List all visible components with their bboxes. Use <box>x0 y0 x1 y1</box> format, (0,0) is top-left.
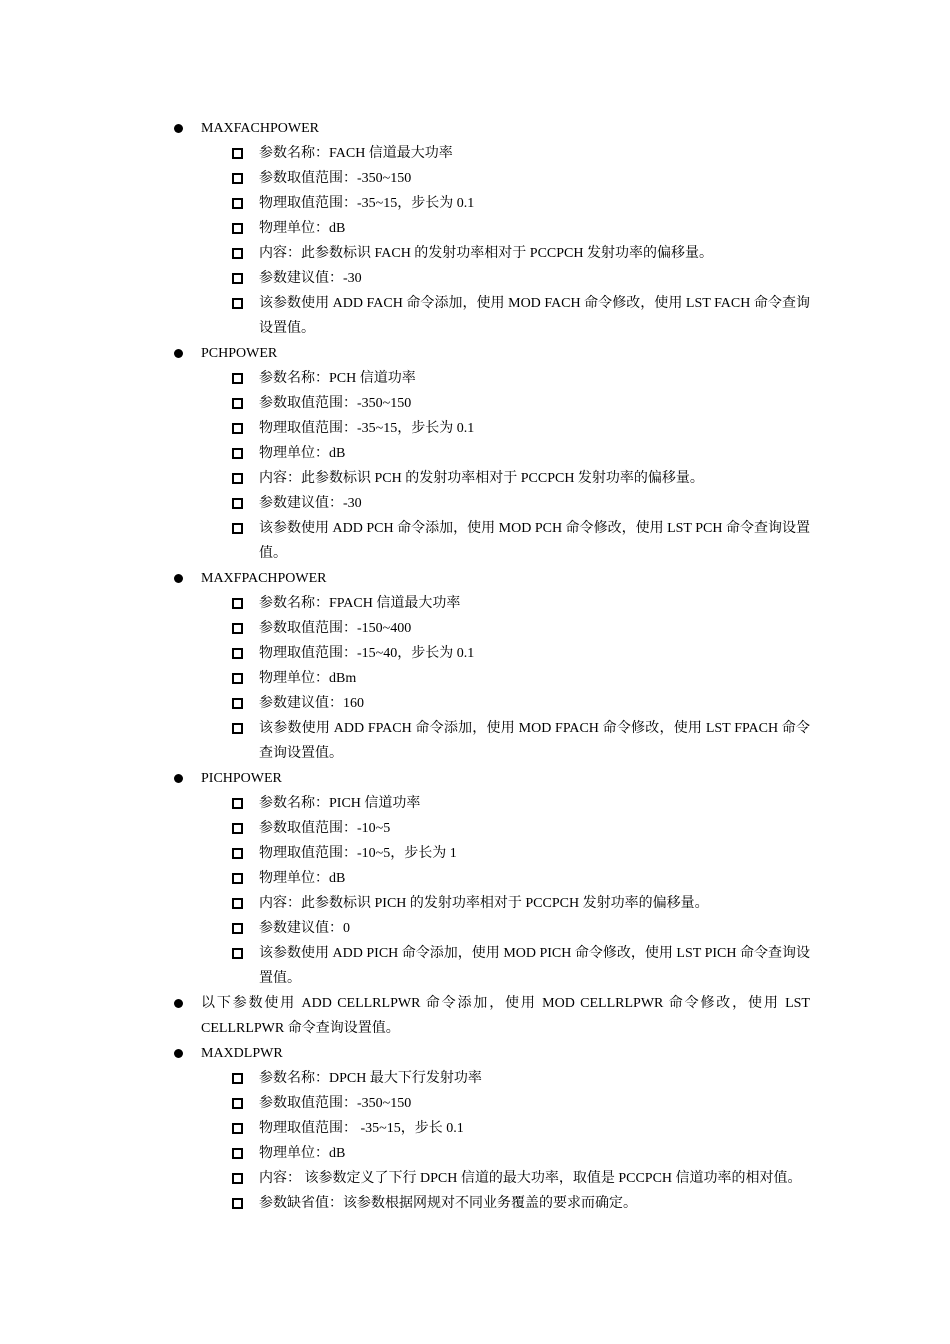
square-bullet-icon <box>232 723 243 734</box>
section-title: MAXDLPWR <box>201 1046 283 1061</box>
list-item <box>0 941 950 991</box>
list-item <box>0 866 950 891</box>
section-title: 以下参数使用 ADD CELLRLPWR 命令添加，使用 MOD CELLRLPWR 命令修改，使用 LST CELLRLPWR 命令查询设置值。 <box>201 996 810 1036</box>
square-bullet-icon <box>232 248 243 259</box>
list-item-text: 内容：此参数标识 PICH 的发射功率相对于 PCCPCH 发射功率的偏移量。 <box>259 896 709 911</box>
list-item <box>0 491 950 516</box>
square-bullet-icon <box>232 173 243 184</box>
square-bullet-icon <box>232 698 243 709</box>
section-heading <box>0 341 950 366</box>
square-bullet-icon <box>232 898 243 909</box>
round-bullet-icon <box>174 999 183 1008</box>
list-item <box>0 266 950 291</box>
square-bullet-icon <box>232 948 243 959</box>
list-item-text: 物理单位：dBm <box>259 671 357 686</box>
list-item-text: 内容： 该参数定义了下行 DPCH 信道的最大功率，取值是 PCCPCH 信道功率的相对值。 <box>259 1171 802 1186</box>
square-bullet-icon <box>232 373 243 384</box>
list-item <box>0 466 950 491</box>
list-item <box>0 591 950 616</box>
square-bullet-icon <box>232 198 243 209</box>
square-bullet-icon <box>232 598 243 609</box>
list-item-text: 参数建议值：160 <box>259 696 364 711</box>
square-bullet-icon <box>232 1173 243 1184</box>
list-item-text: 物理取值范围： -35~15，步长 0.1 <box>259 1121 464 1136</box>
list-item-text: 参数名称：FACH 信道最大功率 <box>259 146 453 161</box>
square-bullet-icon <box>232 273 243 284</box>
square-bullet-icon <box>232 523 243 534</box>
list-item-text: 该参数使用 ADD PICH 命令添加，使用 MOD PICH 命令修改，使用 LST PICH 命令查询设置值。 <box>259 946 810 986</box>
list-item <box>0 916 950 941</box>
list-item <box>0 616 950 641</box>
list-item-text: 物理取值范围：-35~15，步长为 0.1 <box>259 196 475 211</box>
list-item-text: 物理取值范围：-15~40，步长为 0.1 <box>259 646 475 661</box>
section-heading <box>0 116 950 141</box>
square-bullet-icon <box>232 423 243 434</box>
list-item-text: 参数缺省值：该参数根据网规对不同业务覆盖的要求而确定。 <box>259 1196 637 1211</box>
list-item <box>0 666 950 691</box>
square-bullet-icon <box>232 398 243 409</box>
list-item <box>0 416 950 441</box>
list-item <box>0 791 950 816</box>
section-title: PICHPOWER <box>201 771 282 786</box>
square-bullet-icon <box>232 623 243 634</box>
section-title: MAXFACHPOWER <box>201 121 319 136</box>
list-item <box>0 516 950 566</box>
list-item-text: 参数取值范围：-10~5 <box>259 821 391 836</box>
list-item-text: 该参数使用 ADD FPACH 命令添加，使用 MOD FPACH 命令修改，使用 LST FPACH 命令查询设置值。 <box>259 721 810 761</box>
round-bullet-icon <box>174 124 183 133</box>
list-item <box>0 291 950 341</box>
section-heading <box>0 991 950 1041</box>
list-item-text: 该参数使用 ADD FACH 命令添加，使用 MOD FACH 命令修改，使用 LST FACH 命令查询设置值。 <box>259 296 810 336</box>
list-item <box>0 391 950 416</box>
square-bullet-icon <box>232 1148 243 1159</box>
list-item <box>0 241 950 266</box>
list-item <box>0 366 950 391</box>
square-bullet-icon <box>232 298 243 309</box>
list-item-text: 参数取值范围：-350~150 <box>259 1096 412 1111</box>
list-item-text: 参数名称：FPACH 信道最大功率 <box>259 596 461 611</box>
list-item-text: 参数名称：PCH 信道功率 <box>259 371 416 386</box>
section-title: MAXFPACHPOWER <box>201 571 327 586</box>
square-bullet-icon <box>232 673 243 684</box>
round-bullet-icon <box>174 774 183 783</box>
list-item <box>0 1091 950 1116</box>
section-heading <box>0 766 950 791</box>
list-item <box>0 441 950 466</box>
square-bullet-icon <box>232 448 243 459</box>
square-bullet-icon <box>232 848 243 859</box>
list-item-text: 物理取值范围：-35~15，步长为 0.1 <box>259 421 475 436</box>
list-item-text: 参数取值范围：-150~400 <box>259 621 412 636</box>
list-item-text: 参数建议值：0 <box>259 921 350 936</box>
list-item-text: 内容：此参数标识 PCH 的发射功率相对于 PCCPCH 发射功率的偏移量。 <box>259 471 704 486</box>
document-body <box>0 116 950 1216</box>
square-bullet-icon <box>232 1098 243 1109</box>
round-bullet-icon <box>174 349 183 358</box>
list-item <box>0 641 950 666</box>
list-item <box>0 1066 950 1091</box>
list-item-text: 参数取值范围：-350~150 <box>259 171 412 186</box>
square-bullet-icon <box>232 148 243 159</box>
round-bullet-icon <box>174 1049 183 1058</box>
square-bullet-icon <box>232 498 243 509</box>
list-item-text: 物理单位：dB <box>259 446 346 461</box>
list-item <box>0 1166 950 1191</box>
list-item <box>0 1141 950 1166</box>
square-bullet-icon <box>232 1198 243 1209</box>
list-item <box>0 691 950 716</box>
square-bullet-icon <box>232 923 243 934</box>
list-item <box>0 141 950 166</box>
section-heading <box>0 566 950 591</box>
list-item <box>0 891 950 916</box>
list-item-text: 参数名称：PICH 信道功率 <box>259 796 421 811</box>
round-bullet-icon <box>174 574 183 583</box>
list-item-text: 该参数使用 ADD PCH 命令添加，使用 MOD PCH 命令修改，使用 LST PCH 命令查询设置值。 <box>259 521 810 561</box>
list-item-text: 参数建议值：-30 <box>259 271 362 286</box>
list-item-text: 物理单位：dB <box>259 871 346 886</box>
list-item <box>0 1191 950 1216</box>
square-bullet-icon <box>232 223 243 234</box>
square-bullet-icon <box>232 873 243 884</box>
square-bullet-icon <box>232 1073 243 1084</box>
list-item <box>0 166 950 191</box>
list-item <box>0 841 950 866</box>
list-item <box>0 716 950 766</box>
list-item-text: 参数建议值：-30 <box>259 496 362 511</box>
list-item-text: 物理取值范围：-10~5，步长为 1 <box>259 846 457 861</box>
section-title: PCHPOWER <box>201 346 278 361</box>
square-bullet-icon <box>232 473 243 484</box>
square-bullet-icon <box>232 798 243 809</box>
list-item-text: 参数取值范围：-350~150 <box>259 396 412 411</box>
list-item <box>0 816 950 841</box>
section-heading <box>0 1041 950 1066</box>
square-bullet-icon <box>232 823 243 834</box>
square-bullet-icon <box>232 1123 243 1134</box>
list-item <box>0 216 950 241</box>
list-item-text: 物理单位：dB <box>259 221 346 236</box>
square-bullet-icon <box>232 648 243 659</box>
list-item-text: 物理单位：dB <box>259 1146 346 1161</box>
list-item-text: 内容：此参数标识 FACH 的发射功率相对于 PCCPCH 发射功率的偏移量。 <box>259 246 714 261</box>
list-item <box>0 1116 950 1141</box>
list-item <box>0 191 950 216</box>
list-item-text: 参数名称：DPCH 最大下行发射功率 <box>259 1071 482 1086</box>
